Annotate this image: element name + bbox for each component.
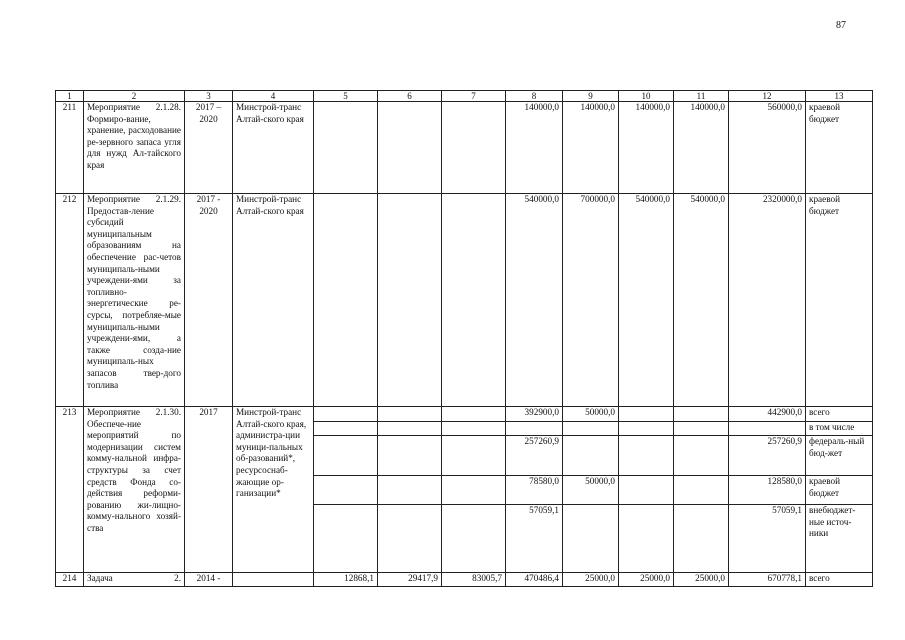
header-row xyxy=(56,91,873,102)
value-cell: 57059,1 xyxy=(729,505,806,573)
period: 2017 – 2020 xyxy=(185,102,233,194)
cell-empty xyxy=(729,422,806,436)
funding-source: краевой бюджет xyxy=(806,194,873,407)
period: 2014 - xyxy=(185,573,233,587)
row-number: 213 xyxy=(56,407,84,573)
table-row xyxy=(56,102,873,194)
cell-empty xyxy=(314,407,378,422)
value-cell: 140000,0 xyxy=(619,102,674,194)
col-header: 5 xyxy=(314,91,378,102)
value-cell: 140000,0 xyxy=(506,102,563,194)
value-cell: 560000,0 xyxy=(729,102,806,194)
value-cell: 140000,0 xyxy=(563,102,619,194)
value-cell: 470486,4 xyxy=(506,573,563,587)
cell-empty xyxy=(619,436,674,476)
cell-empty xyxy=(314,102,378,194)
table-row xyxy=(56,407,873,422)
value-cell: 392900,0 xyxy=(506,407,563,422)
cell-empty xyxy=(378,505,442,573)
cell-empty xyxy=(378,422,442,436)
cell-empty xyxy=(619,422,674,436)
funding-source: федераль-ный бюд-жет xyxy=(806,436,873,476)
cell-empty xyxy=(378,436,442,476)
value-cell: 50000,0 xyxy=(563,407,619,422)
cell-empty xyxy=(674,476,729,505)
value-cell: 25000,0 xyxy=(563,573,619,587)
row-number: 214 xyxy=(56,573,84,587)
measure-name xyxy=(84,573,185,587)
col-header: 12 xyxy=(729,91,806,102)
cell-empty xyxy=(563,505,619,573)
task-label: Задача xyxy=(87,573,113,583)
cell-empty xyxy=(442,505,506,573)
col-header: 1 xyxy=(56,91,84,102)
cell-empty xyxy=(442,436,506,476)
cell-empty xyxy=(619,505,674,573)
cell-empty xyxy=(442,422,506,436)
value-cell: 25000,0 xyxy=(619,573,674,587)
col-header: 4 xyxy=(233,91,314,102)
col-header: 2 xyxy=(84,91,185,102)
funding-source: в том числе xyxy=(806,422,873,436)
cell-empty xyxy=(378,194,442,407)
cell-empty xyxy=(674,436,729,476)
value-cell: 257260,9 xyxy=(729,436,806,476)
col-header: 10 xyxy=(619,91,674,102)
value-cell: 12868,1 xyxy=(314,573,378,587)
value-cell: 29417,9 xyxy=(378,573,442,587)
col-header: 11 xyxy=(674,91,729,102)
cell-empty xyxy=(674,505,729,573)
col-header: 9 xyxy=(563,91,619,102)
value-cell: 2320000,0 xyxy=(729,194,806,407)
value-cell: 78580,0 xyxy=(506,476,563,505)
funding-source: всего xyxy=(806,407,873,422)
value-cell: 128580,0 xyxy=(729,476,806,505)
value-cell: 442900,0 xyxy=(729,407,806,422)
cell-empty xyxy=(506,422,563,436)
cell-empty xyxy=(563,436,619,476)
funding-source: внебюджет-ные источ-ники xyxy=(806,505,873,573)
col-header: 7 xyxy=(442,91,506,102)
cell-empty xyxy=(378,407,442,422)
task-number: 2. xyxy=(174,573,181,583)
cell-empty xyxy=(442,102,506,194)
table-row xyxy=(56,573,873,587)
cell-empty xyxy=(378,476,442,505)
cell-empty xyxy=(563,422,619,436)
cell-empty xyxy=(674,407,729,422)
cell-empty xyxy=(314,505,378,573)
value-cell: 25000,0 xyxy=(674,573,729,587)
table-row xyxy=(56,194,873,407)
col-header: 6 xyxy=(378,91,442,102)
cell-empty xyxy=(442,194,506,407)
cell-empty xyxy=(442,476,506,505)
col-header: 8 xyxy=(506,91,563,102)
value-cell: 700000,0 xyxy=(563,194,619,407)
cell-empty xyxy=(674,422,729,436)
cell-empty xyxy=(314,436,378,476)
funding-source: краевой бюджет xyxy=(806,102,873,194)
cell-empty xyxy=(619,407,674,422)
value-cell: 540000,0 xyxy=(619,194,674,407)
value-cell: 50000,0 xyxy=(563,476,619,505)
col-header: 13 xyxy=(806,91,873,102)
row-number: 211 xyxy=(56,102,84,194)
cell-empty xyxy=(314,194,378,407)
measure-name: Мероприятие 2.1.28. Формиро-вание, хранение, расходование ре-зервного запаса угля для нужд Ал-тайского края xyxy=(84,102,185,194)
executor: Минстрой-транс Алтай-ского края, администра-ции муници-пальных об-разований*, ресурсоснаб-жающие ор-ганизации* xyxy=(233,407,314,573)
cell-empty xyxy=(619,476,674,505)
value-cell: 57059,1 xyxy=(506,505,563,573)
period: 2017 - 2020 xyxy=(185,194,233,407)
value-cell: 257260,9 xyxy=(506,436,563,476)
cell-empty xyxy=(314,422,378,436)
executor xyxy=(233,573,314,587)
period: 2017 xyxy=(185,407,233,573)
budget-table xyxy=(55,90,873,587)
measure-name: Мероприятие 2.1.30. Обеспече-ние мероприятий по модернизации систем комму-нальной инфра-структуры за счет средств Фонда со-действия реформи-рованию жи-лищно-комму-нального хозяй-ства xyxy=(84,407,185,573)
executor: Минстрой-транс Алтай-ского края xyxy=(233,194,314,407)
row-number: 212 xyxy=(56,194,84,407)
measure-name: Мероприятие 2.1.29. Предостав-ление субсидий муниципальным образованиям на обеспечение рас-четов муниципаль-ными учреждени-ями за топливно-энергетические ре-сурсы, потребляе-мые муниципаль-ными учреждени-ями, а также созда-ние муниципаль-ных запасов твер-дого топлива xyxy=(84,194,185,407)
page-number: 87 xyxy=(836,20,846,31)
value-cell: 540000,0 xyxy=(674,194,729,407)
col-header: 3 xyxy=(185,91,233,102)
value-cell: 140000,0 xyxy=(674,102,729,194)
executor: Минстрой-транс Алтай-ского края xyxy=(233,102,314,194)
funding-source: всего xyxy=(806,573,873,587)
funding-source: краевой бюджет xyxy=(806,476,873,505)
cell-empty xyxy=(442,407,506,422)
cell-empty xyxy=(314,476,378,505)
value-cell: 540000,0 xyxy=(506,194,563,407)
cell-empty xyxy=(378,102,442,194)
value-cell: 83005,7 xyxy=(442,573,506,587)
value-cell: 670778,1 xyxy=(729,573,806,587)
